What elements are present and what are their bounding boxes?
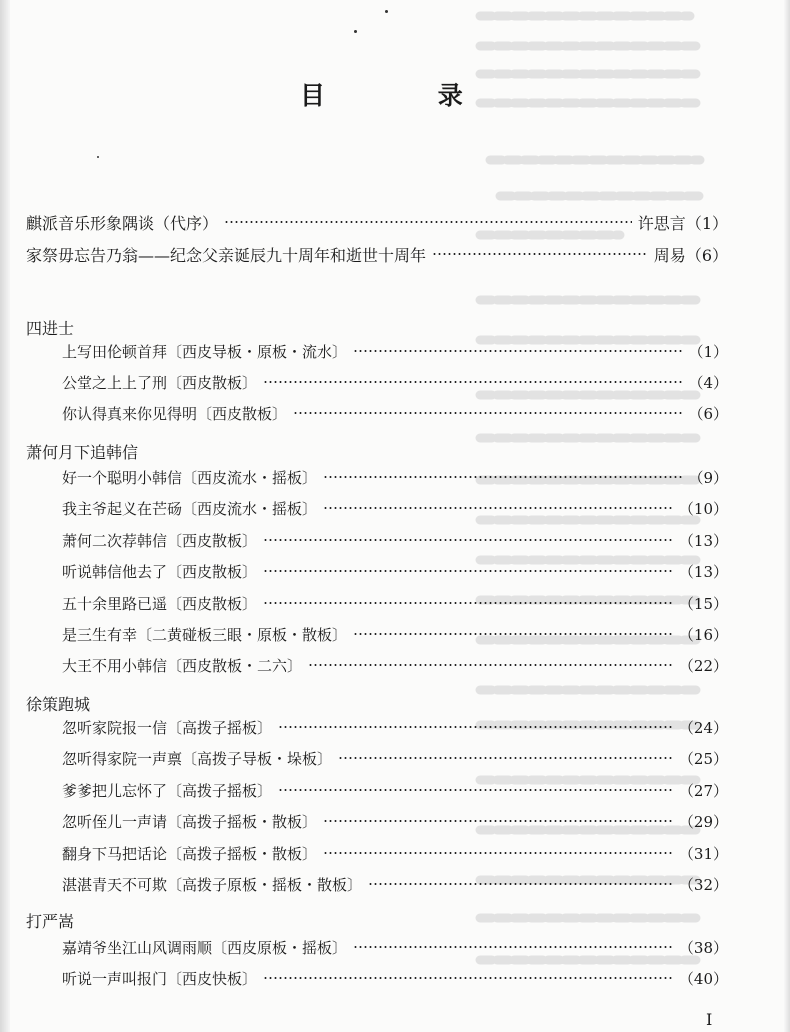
toc-entry[interactable] <box>0 807 790 835</box>
toc-entry-label: 上写田伦顿首拜〔西皮导板・原板・流水〕 <box>62 342 348 361</box>
leader-dots <box>323 507 673 509</box>
toc-entry-preface[interactable] <box>0 208 790 236</box>
toc-entry-page: （38） <box>678 938 728 957</box>
toc-entry[interactable] <box>0 620 790 648</box>
toc-entry[interactable] <box>0 776 790 804</box>
leader-dots <box>323 476 682 478</box>
toc-entry[interactable] <box>0 964 790 992</box>
toc-entry-page: （6） <box>688 404 728 423</box>
toc-entry-page: （40） <box>678 969 728 988</box>
toc-entry-label: 忽听家院报一信〔高拨子摇板〕 <box>62 718 273 737</box>
section-heading: 四进士 <box>26 319 75 338</box>
toc-entry-page: （1） <box>688 342 728 361</box>
toc-entry-page: （1） <box>685 213 728 233</box>
section-heading: 萧何月下追韩信 <box>26 443 139 462</box>
toc-entry-page: （31） <box>678 844 728 863</box>
toc-entry[interactable] <box>0 713 790 741</box>
leader-dots <box>263 570 673 572</box>
toc-entry-label: 麒派音乐形象隅谈（代序） <box>26 213 219 233</box>
print-speck <box>97 156 99 158</box>
toc-entry[interactable] <box>0 368 790 396</box>
leader-dots <box>353 633 673 635</box>
toc-entry-label: 爹爹把儿忘怀了〔高拨子摇板〕 <box>62 781 273 800</box>
leader-dots <box>308 664 673 666</box>
toc-entry-memorial[interactable] <box>0 240 790 268</box>
toc-entry[interactable] <box>0 399 790 427</box>
toc-entry-page: （4） <box>688 373 728 392</box>
toc-entry-label: 忽听侄儿一声请〔高拨子摇板・散板〕 <box>62 812 318 831</box>
toc-entry[interactable] <box>0 494 790 522</box>
toc-entry-page: （13） <box>678 531 728 550</box>
toc-entry-label: 公堂之上上了刑〔西皮散板〕 <box>62 373 258 392</box>
leader-dots <box>323 852 673 854</box>
leader-dots <box>263 539 673 541</box>
toc-entry[interactable] <box>0 839 790 867</box>
leader-dots <box>263 602 673 604</box>
toc-entry[interactable] <box>0 463 790 491</box>
toc-entry[interactable] <box>0 744 790 772</box>
toc-entry-page: （29） <box>678 812 728 831</box>
toc-entry[interactable] <box>0 526 790 554</box>
toc-entry-label: 好一个聪明小韩信〔西皮流水・摇板〕 <box>62 468 318 487</box>
toc-entry-label: 萧何二次荐韩信〔西皮散板〕 <box>62 531 258 550</box>
toc-entry-label: 听说韩信他去了〔西皮散板〕 <box>62 562 258 581</box>
print-speck <box>385 10 388 13</box>
toc-entry[interactable] <box>0 337 790 365</box>
toc-entry-page: （22） <box>678 656 728 675</box>
toc-entry-label: 嘉靖爷坐江山风调雨顺〔西皮原板・摇板〕 <box>62 938 348 957</box>
page-number: I <box>706 1010 713 1029</box>
toc-entry[interactable] <box>0 589 790 617</box>
leader-dots <box>278 789 673 791</box>
toc-entry-label: 翻身下马把话论〔高拨子摇板・散板〕 <box>62 844 318 863</box>
print-speck <box>354 30 357 33</box>
toc-entry-label: 湛湛青天不可欺〔高拨子原板・摇板・散板〕 <box>62 875 363 894</box>
page-title: 目 录 <box>300 81 515 110</box>
leader-dots <box>338 757 673 759</box>
toc-entry-label: 忽听得家院一声禀〔高拨子导板・垛板〕 <box>62 749 333 768</box>
toc-entry-page: （13） <box>678 562 728 581</box>
toc-entry-page: （6） <box>685 245 728 265</box>
leader-dots <box>278 726 673 728</box>
toc-entry-page: （27） <box>678 781 728 800</box>
toc-entry[interactable] <box>0 557 790 585</box>
section-heading: 徐策跑城 <box>26 695 91 714</box>
toc-entry-page: （25） <box>678 749 728 768</box>
leader-dots <box>353 350 682 352</box>
toc-entry[interactable] <box>0 933 790 961</box>
toc-entry-page: （32） <box>678 875 728 894</box>
leader-dots <box>293 412 682 414</box>
leader-dots <box>368 883 673 885</box>
toc-entry-label: 听说一声叫报门〔西皮快板〕 <box>62 969 258 988</box>
toc-entry-page: （16） <box>678 625 728 644</box>
toc-entry-author: 周易 <box>653 245 686 265</box>
leader-dots <box>353 946 673 948</box>
toc-entry-label: 大王不用小韩信〔西皮散板・二六〕 <box>62 656 303 675</box>
toc-entry-label: 家祭毋忘告乃翁——纪念父亲诞辰九十周年和逝世十周年 <box>26 245 427 265</box>
toc-entry-label: 我主爷起义在芒砀〔西皮流水・摇板〕 <box>62 499 318 518</box>
toc-entry-label: 五十余里路已遥〔西皮散板〕 <box>62 594 258 613</box>
leader-dots <box>432 253 648 255</box>
leader-dots <box>224 221 632 223</box>
leader-dots <box>263 381 682 383</box>
leader-dots <box>323 820 673 822</box>
toc-entry-page: （15） <box>678 594 728 613</box>
toc-entry-page: （24） <box>678 718 728 737</box>
toc-entry-page: （10） <box>678 499 728 518</box>
toc-entry[interactable] <box>0 870 790 898</box>
leader-dots <box>263 977 673 979</box>
toc-entry-page: （9） <box>688 468 728 487</box>
section-heading: 打严嵩 <box>26 912 75 931</box>
toc-entry-label: 是三生有幸〔二黄碰板三眼・原板・散板〕 <box>62 625 348 644</box>
toc-entry[interactable] <box>0 651 790 679</box>
toc-entry-label: 你认得真来你见得明〔西皮散板〕 <box>62 404 288 423</box>
toc-entry-author: 许思言 <box>637 213 686 233</box>
